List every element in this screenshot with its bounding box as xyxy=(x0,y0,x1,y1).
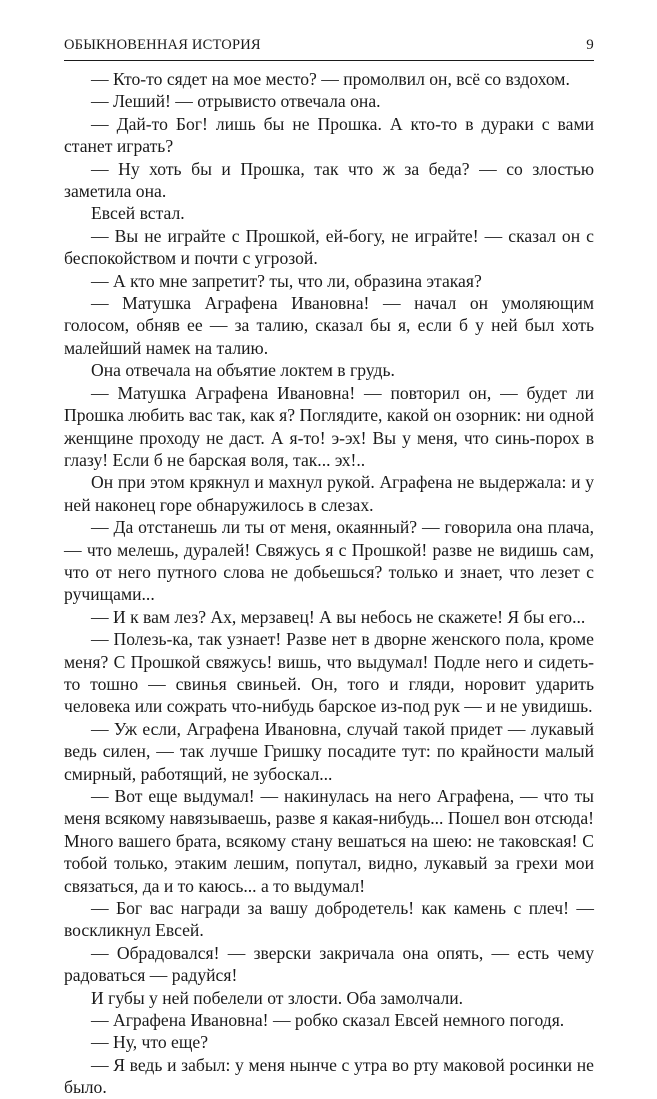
paragraph: — Матушка Аграфена Ивановна! — повторил он, — будет ли Прошка любить вас так, как я? Поглядите, какой он озорник: ни одной женщине проходу не даст. А я-то! э-эх! Вы у меня, что синь-порох в глазу! Если б не барская воля, так... эх!.. xyxy=(64,382,594,470)
paragraph: — Обрадовался! — зверски закричала она опять, — есть чему радоваться — радуйся! xyxy=(64,942,594,986)
body-text xyxy=(64,68,594,1099)
paragraph: — Вот еще выдумал! — накинулась на него Аграфена, — что ты меня всякому навязываешь, разве я какая-нибудь... Пошел вон отсюда! Много вашего брата, всякому стану вешаться на шею: не таковская! С тобой только, этаким лешим, попутал, видно, лукавый за грехи мои связаться, да и то каюсь... а то выдумал! xyxy=(64,786,594,896)
paragraph: — Ну хоть бы и Прошка, так что ж за беда? — со злостью заметила она. xyxy=(64,158,594,202)
paragraph: Он при этом крякнул и махнул рукой. Аграфена не выдержала: и у ней наконец горе обнаружилось в слезах. xyxy=(64,472,594,515)
paragraph: — И к вам лез? Ах, мерзавец! А вы небось не скажете! Я бы его... xyxy=(91,606,586,627)
header-rule xyxy=(64,60,594,61)
paragraph: — Ну, что еще? xyxy=(91,1032,209,1053)
paragraph: — Бог вас награди за вашу добродетель! как камень с плеч! — воскликнул Евсей. xyxy=(64,898,594,941)
paragraph: — Дай-то Бог! лишь бы не Прошка. А кто-то в дураки с вами станет играть? xyxy=(64,113,594,157)
paragraph: — Вы не играйте с Прошкой, ей-богу, не играйте! — сказал он с беспокойством и почти с угрозой. xyxy=(64,225,594,269)
paragraph: — Да отстанешь ли ты от меня, окаянный? — говорила она плача, — что мелешь, дуралей! Свяжусь я с Прошкой! разве не видишь сам, что от него путного слова не добьешься? только и знает, что лезет с ручищами... xyxy=(64,517,594,605)
paragraph: — Матушка Аграфена Ивановна! — начал он умоляющим голосом, обняв ее — за талию, сказал бы я, если б у ней был хоть малейший намек на талию. xyxy=(64,293,594,358)
paragraph: — Полезь-ка, так узнает! Разве нет в дворне женского пола, кроме меня? С Прошкой свяжусь! вишь, что выдумал! Подле него и сидеть-то тошно — свинья свиньей. Он, того и гляди, норовит ударить человека или сожрать что-нибудь барское из-под рук — и не увидишь. xyxy=(64,629,594,717)
paragraph: И губы у ней побелели от злости. Оба замолчали. xyxy=(91,987,464,1008)
page-number: 9 xyxy=(586,37,594,53)
paragraph: — А кто мне запретит? ты, что ли, образина этакая? xyxy=(91,270,482,291)
paragraph: — Леший! — отрывисто отвечала она. xyxy=(91,91,381,112)
paragraph: — Аграфена Ивановна! — робко сказал Евсей немного погодя. xyxy=(91,1010,565,1031)
running-head-title: ОБЫКНОВЕННАЯ ИСТОРИЯ xyxy=(64,37,261,53)
running-head xyxy=(64,37,594,57)
paragraph: — Я ведь и забыл: у меня нынче с утра во рту маковой росинки не было. xyxy=(64,1054,594,1098)
paragraph: Она отвечала на объятие локтем в грудь. xyxy=(91,360,395,381)
paragraph: Евсей встал. xyxy=(91,203,185,224)
paragraph: — Кто-то сядет на мое место? — промолвил он, всё со вздохом. xyxy=(91,69,570,89)
paragraph: — Уж если, Аграфена Ивановна, случай такой придет — лукавый ведь силен, — так лучше Гришку посадите тут: по крайности малый смирный, работящий, не зубоскал... xyxy=(64,718,594,784)
